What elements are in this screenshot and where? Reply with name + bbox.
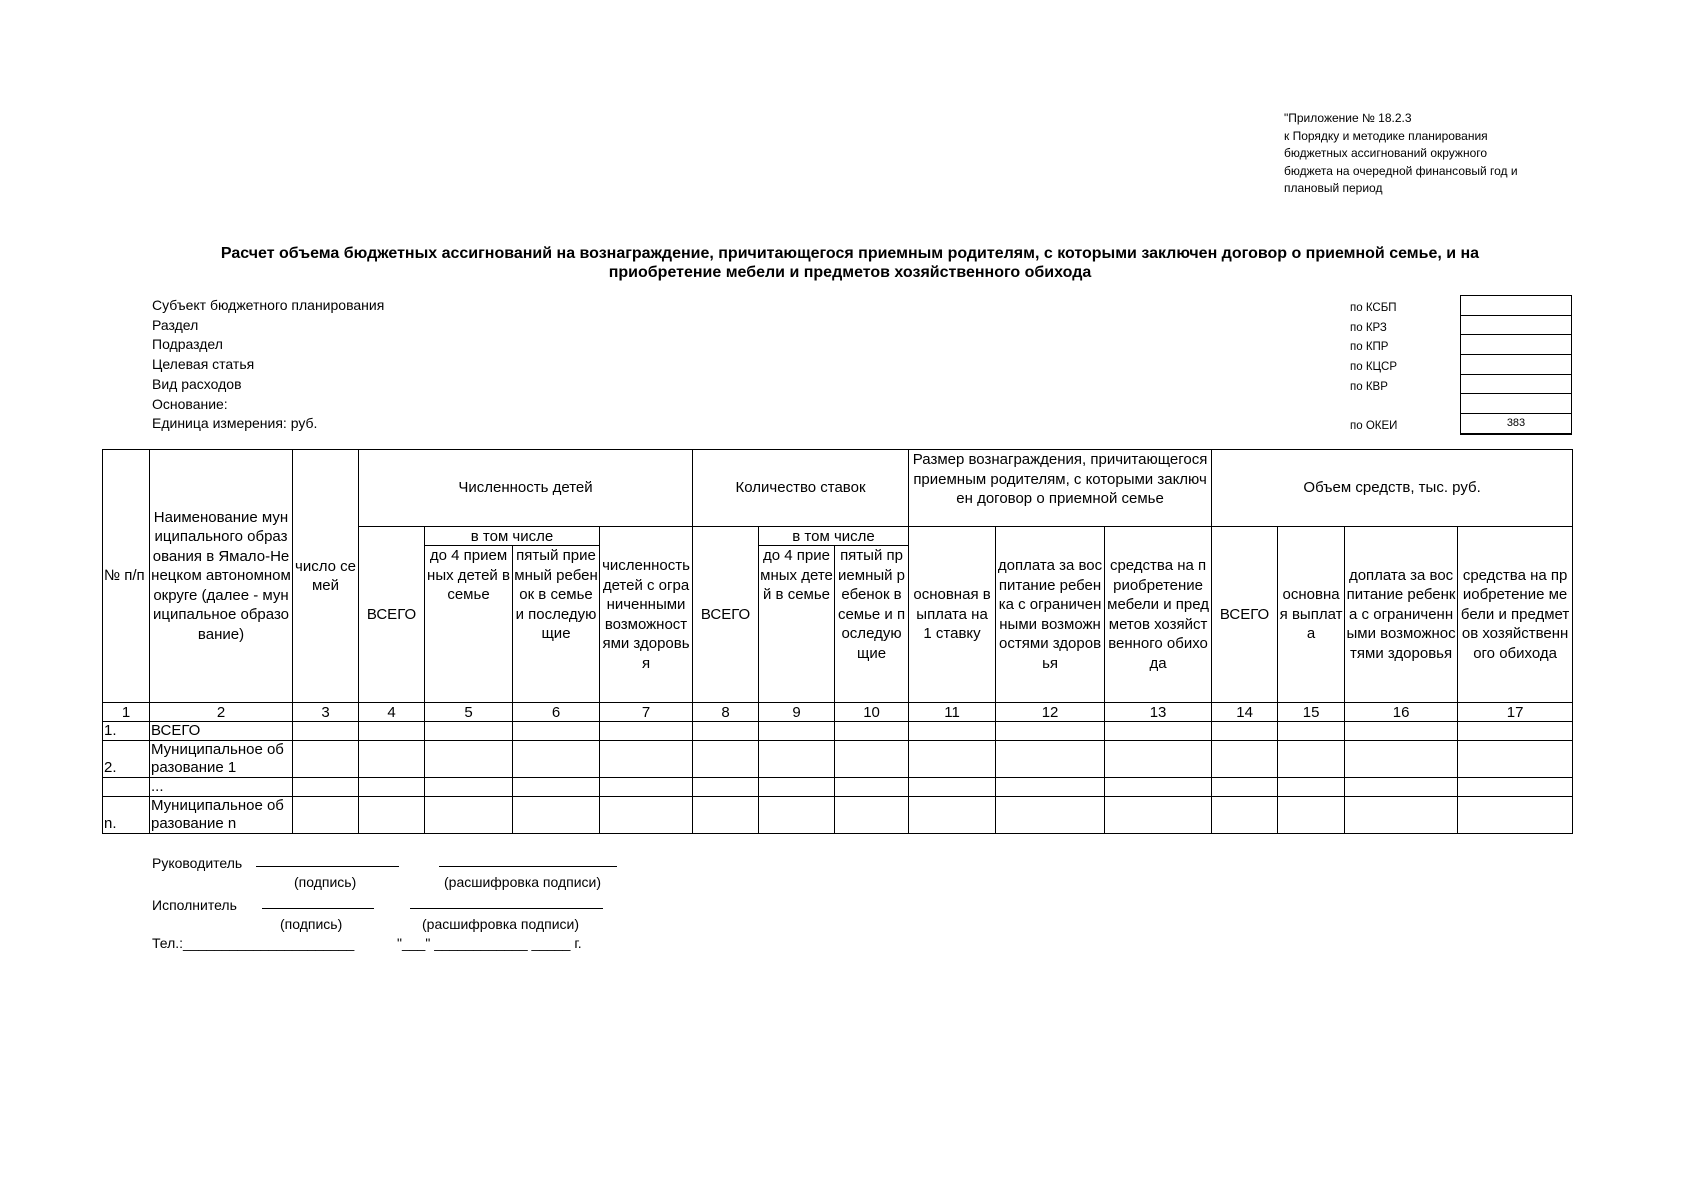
- header-rates-incl: в том числе: [759, 527, 909, 546]
- date-field[interactable]: "___" ____________ _____ г.: [397, 935, 582, 951]
- header-extra-pay: доплата за воспитание ребенка с ограниченными возможностями здоровья: [996, 527, 1105, 703]
- table-cell[interactable]: [759, 778, 835, 797]
- code-label-blank: [1350, 398, 1397, 418]
- table-cell[interactable]: [600, 778, 693, 797]
- table-cell[interactable]: [513, 722, 600, 741]
- table-cell[interactable]: [1105, 722, 1212, 741]
- col-number: 14: [1212, 703, 1278, 722]
- col-number: 10: [835, 703, 909, 722]
- code-label-kpr: по КПР: [1350, 341, 1389, 354]
- header-volume-extra: доплата за воспитание ребенка с ограниченными возможностями здоровья: [1345, 527, 1458, 703]
- code-label-okei: по ОКЕИ: [1350, 420, 1398, 433]
- table-cell[interactable]: [1212, 741, 1278, 778]
- table-cell[interactable]: [1105, 778, 1212, 797]
- row-num: 1.: [103, 722, 150, 741]
- table-cell[interactable]: [996, 797, 1105, 834]
- appendix-note: [1284, 110, 1644, 198]
- meta-unit: Единица измерения: руб.: [152, 415, 318, 432]
- table-cell[interactable]: [1278, 778, 1345, 797]
- table-cell[interactable]: [835, 797, 909, 834]
- table-cell[interactable]: [359, 741, 425, 778]
- table-cell[interactable]: [693, 722, 759, 741]
- meta-basis: Основание:: [152, 395, 228, 412]
- table-cell[interactable]: [1212, 722, 1278, 741]
- executor-signature-caption: (подпись): [280, 916, 343, 932]
- executor-decoding-line[interactable]: [410, 894, 603, 909]
- title-line-2: приобретение мебели и предметов хозяйственного обихода: [608, 264, 1092, 281]
- table-cell[interactable]: [1278, 722, 1345, 741]
- table-cell[interactable]: [1345, 741, 1458, 778]
- table-cell[interactable]: [996, 778, 1105, 797]
- col-number: 16: [1345, 703, 1458, 722]
- table-cell[interactable]: [600, 797, 693, 834]
- table-cell[interactable]: [1212, 797, 1278, 834]
- table-cell[interactable]: [600, 741, 693, 778]
- table-cell[interactable]: [835, 741, 909, 778]
- header-families: число семей: [293, 450, 359, 703]
- row-name: Муниципальное образование n: [150, 797, 293, 834]
- table-cell[interactable]: [996, 741, 1105, 778]
- table-cell[interactable]: [1345, 778, 1458, 797]
- code-cell-krz[interactable]: [1461, 315, 1572, 335]
- col-number: 1: [103, 703, 150, 722]
- table-cell[interactable]: [359, 722, 425, 741]
- table-cell[interactable]: [425, 778, 513, 797]
- table-cell[interactable]: [759, 722, 835, 741]
- header-disabled-count: численность детей с ограниченными возможностями здоровья: [600, 527, 693, 703]
- row-num: [103, 778, 150, 797]
- code-cell-okei[interactable]: 383: [1461, 414, 1572, 434]
- meta-section: Раздел: [152, 316, 199, 333]
- row-name: Муниципальное образование 1: [150, 741, 293, 778]
- appendix-line: плановый период: [1284, 181, 1383, 195]
- col-number: 7: [600, 703, 693, 722]
- head-decoding-line[interactable]: [439, 852, 617, 867]
- title-line-1: Расчет объема бюджетных ассигнований на вознаграждение, причитающегося приемным родителям, с которыми заключен договор о приемной семье, и на: [220, 245, 1480, 262]
- code-label-ksbp: по КСБП: [1350, 302, 1397, 314]
- col-number: 5: [425, 703, 513, 722]
- code-cell-kvr[interactable]: [1461, 374, 1572, 394]
- header-children-total: ВСЕГО: [359, 527, 425, 703]
- col-number: 4: [359, 703, 425, 722]
- table-cell[interactable]: [909, 741, 996, 778]
- header-rates-total: ВСЕГО: [693, 527, 759, 703]
- code-labels: [1350, 299, 1397, 437]
- code-box: [1460, 295, 1572, 435]
- table-cell[interactable]: [600, 722, 693, 741]
- header-volume-furniture: средства на приобретение мебели и предметов хозяйственного обихода: [1458, 527, 1573, 703]
- row-num: n.: [103, 797, 150, 834]
- header-num: № п/п: [103, 450, 150, 703]
- appendix-line: бюджета на очередной финансовый год и: [1284, 163, 1518, 178]
- row-num: 2.: [103, 741, 150, 778]
- code-cell-basis[interactable]: [1461, 394, 1572, 414]
- table-cell[interactable]: [835, 778, 909, 797]
- head-signature-line[interactable]: [256, 852, 399, 867]
- table-cell[interactable]: [425, 722, 513, 741]
- meta-expense-type: Вид расходов: [152, 375, 242, 392]
- header-children-incl: в том числе: [425, 527, 600, 546]
- table-cell[interactable]: [693, 741, 759, 778]
- table-cell[interactable]: [293, 741, 359, 778]
- table-cell[interactable]: [1458, 722, 1573, 741]
- table-cell[interactable]: [1345, 797, 1458, 834]
- table-cell[interactable]: [1345, 722, 1458, 741]
- table-cell[interactable]: [996, 722, 1105, 741]
- table-cell[interactable]: [759, 741, 835, 778]
- table-cell[interactable]: [513, 797, 600, 834]
- document-title: [120, 244, 1580, 282]
- header-children: Численность детей: [359, 450, 693, 527]
- table-cell[interactable]: [1105, 797, 1212, 834]
- table-cell[interactable]: [759, 797, 835, 834]
- code-label-krz: по КРЗ: [1350, 321, 1387, 334]
- table-cell[interactable]: [909, 797, 996, 834]
- table-cell[interactable]: [909, 722, 996, 741]
- code-label-kcsr: по КЦСР: [1350, 361, 1397, 374]
- appendix-line: к Порядку и методике планирования: [1284, 128, 1488, 143]
- phone-field[interactable]: Тел.:______________________: [152, 935, 355, 951]
- table-cell[interactable]: [513, 778, 600, 797]
- table-cell[interactable]: [425, 741, 513, 778]
- header-rates-up-to-4: до 4 приемных детей в семье: [759, 546, 835, 703]
- head-label: Руководитель: [152, 855, 243, 871]
- row-name: ВСЕГО: [150, 722, 293, 741]
- row-name: ...: [150, 778, 293, 797]
- meta-subject: Субъект бюджетного планирования: [152, 297, 385, 313]
- header-basic-pay: основная выплата на 1 ставку: [909, 527, 996, 703]
- header-volume-total: ВСЕГО: [1212, 527, 1278, 703]
- header-reward: Размер вознаграждения, причитающегося приемным родителям, с которыми заключен договор о приемной семье: [909, 450, 1212, 527]
- header-volume-basic: основная выплата: [1278, 527, 1345, 703]
- table-cell[interactable]: [1105, 741, 1212, 778]
- col-number: 15: [1278, 703, 1345, 722]
- table-cell[interactable]: [693, 778, 759, 797]
- header-rates: Количество ставок: [693, 450, 909, 527]
- table-cell[interactable]: [1278, 797, 1345, 834]
- meta-subsection: Подраздел: [152, 336, 223, 353]
- meta-target: Целевая статья: [152, 356, 255, 373]
- col-number: 3: [293, 703, 359, 722]
- table-cell[interactable]: [835, 722, 909, 741]
- header-rates-fifth: пятый приемный ребенок в семье и последующие: [835, 546, 909, 703]
- appendix-line: "Приложение № 18.2.3: [1284, 111, 1412, 125]
- table-cell[interactable]: [1278, 741, 1345, 778]
- header-volume: Объем средств, тыс. руб.: [1212, 450, 1573, 527]
- table-cell[interactable]: [293, 797, 359, 834]
- table-cell[interactable]: [359, 778, 425, 797]
- table-cell[interactable]: [1458, 741, 1573, 778]
- table-cell[interactable]: [359, 797, 425, 834]
- header-municipality: Наименование муниципального образования в Ямало-Ненецком автономном округе (далее - муниципальное образование): [150, 450, 293, 703]
- table-cell[interactable]: [909, 778, 996, 797]
- executor-label: Исполнитель: [152, 897, 237, 913]
- code-cell-ksbp[interactable]: [1461, 296, 1572, 316]
- table-cell[interactable]: [693, 797, 759, 834]
- header-furniture: средства на приобретение мебели и предметов хозяйственного обихода: [1105, 527, 1212, 703]
- code-cell-kcsr[interactable]: [1461, 355, 1572, 375]
- code-label-kvr: по КВР: [1350, 380, 1388, 393]
- col-number: 6: [513, 703, 600, 722]
- col-number: 8: [693, 703, 759, 722]
- col-number: 13: [1105, 703, 1212, 722]
- table-cell[interactable]: [293, 778, 359, 797]
- col-number: 9: [759, 703, 835, 722]
- executor-decoding-caption: (расшифровка подписи): [422, 916, 580, 932]
- code-cell-kpr[interactable]: [1461, 335, 1572, 355]
- head-decoding-caption: (расшифровка подписи): [444, 874, 602, 890]
- col-number: 2: [150, 703, 293, 722]
- head-signature-caption: (подпись): [294, 874, 357, 890]
- appendix-line: бюджетных ассигнований окружного: [1284, 146, 1488, 160]
- calculation-table: [102, 449, 1573, 834]
- table-cell[interactable]: [293, 722, 359, 741]
- col-number: 11: [909, 703, 996, 722]
- table-cell[interactable]: [1458, 797, 1573, 834]
- table-cell[interactable]: [1212, 778, 1278, 797]
- executor-signature-line[interactable]: [262, 894, 374, 909]
- meta-labels: [152, 296, 384, 434]
- header-children-up-to-4: до 4 приемных детей в семье: [425, 546, 513, 703]
- table-cell[interactable]: [425, 797, 513, 834]
- col-number: 17: [1458, 703, 1573, 722]
- table-cell[interactable]: [513, 741, 600, 778]
- header-children-fifth: пятый приемный ребенок в семье и последующие: [513, 546, 600, 703]
- signature-block: [152, 852, 852, 964]
- col-number: 12: [996, 703, 1105, 722]
- table-cell[interactable]: [1458, 778, 1573, 797]
